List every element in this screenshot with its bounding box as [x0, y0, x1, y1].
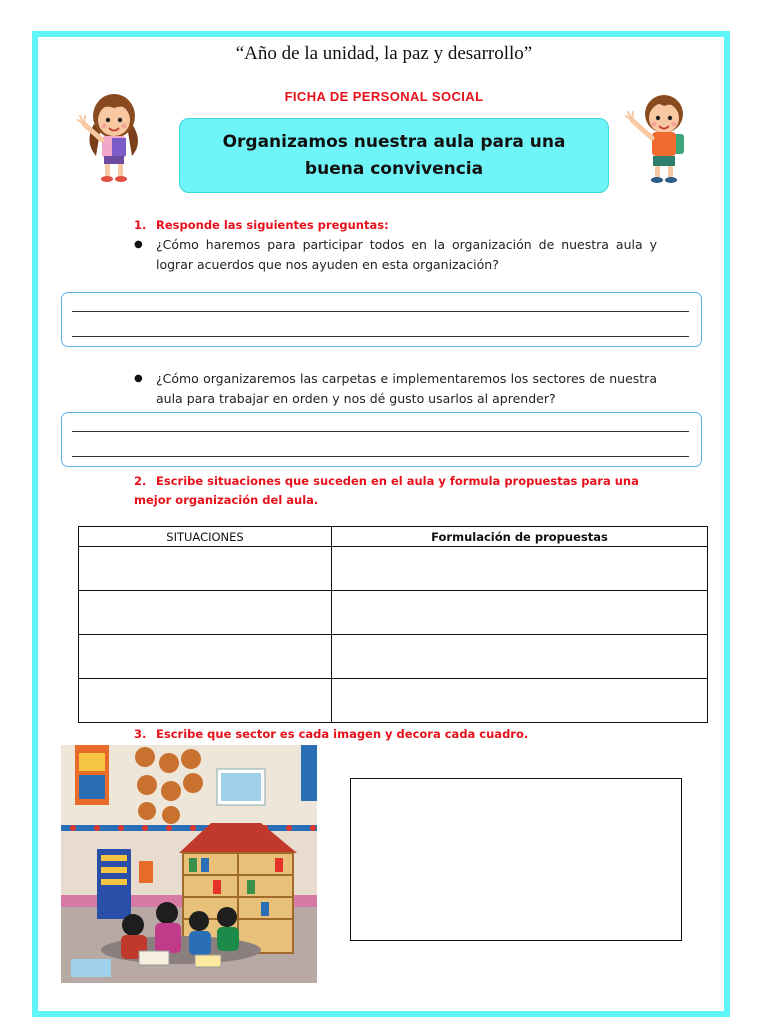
table-cell[interactable]: [79, 679, 332, 723]
answer-box-b[interactable]: [61, 412, 702, 467]
answer-box-a[interactable]: [61, 292, 702, 347]
table-row: [79, 635, 708, 679]
answer-line: [72, 431, 689, 432]
classroom-library-photo: [61, 745, 317, 983]
section-2-text: Escribe situaciones que suceden en el aula y formula propuestas para una mejor organización del aula.: [134, 474, 639, 507]
section-2-heading: [134, 472, 644, 510]
section-1-heading: [134, 218, 389, 232]
drawing-box[interactable]: [350, 778, 682, 941]
section-2-number: 2.: [134, 474, 147, 488]
table-cell[interactable]: [332, 635, 708, 679]
table-cell[interactable]: [79, 635, 332, 679]
table-cell[interactable]: [332, 679, 708, 723]
bullet-icon: ●: [134, 373, 143, 384]
question-b: ¿Cómo organizaremos las carpetas e implementaremos los sectores de nuestra aula para trabajar en orden y nos dé gusto usarlos al aprender?: [156, 371, 657, 406]
worksheet-type: FICHA DE PERSONAL SOCIAL: [284, 89, 484, 104]
table-cell[interactable]: [332, 591, 708, 635]
table-header-situaciones: SITUACIONES: [79, 527, 332, 547]
section-1-text: Responde las siguientes preguntas:: [156, 218, 389, 232]
main-title-box: [179, 118, 609, 193]
table-cell[interactable]: [79, 547, 332, 591]
question-a: ¿Cómo haremos para participar todos en la organización de nuestra aula y lograr acuerdos que nos ayuden en esta organización?: [156, 237, 657, 272]
section-1-number: 1.: [134, 218, 147, 232]
table-row: [79, 679, 708, 723]
main-title: Organizamos nuestra aula para una buena convivencia: [222, 131, 566, 179]
answer-line: [72, 311, 689, 312]
answer-line: [72, 336, 689, 337]
section-3-heading: [134, 727, 528, 741]
table-row: [79, 547, 708, 591]
table-cell[interactable]: [79, 591, 332, 635]
bullet-icon: ●: [134, 239, 143, 250]
table-header-propuestas: Formulación de propuestas: [332, 527, 708, 547]
boy-student-icon: [618, 84, 698, 186]
table-cell[interactable]: [332, 547, 708, 591]
motto: “Año de la unidad, la paz y desarrollo”: [235, 43, 533, 64]
table-row: [79, 591, 708, 635]
girl-student-icon: [74, 84, 154, 184]
section-3-text: Escribe que sector es cada imagen y decora cada cuadro.: [156, 727, 529, 741]
situations-table: [78, 526, 708, 723]
section-3-number: 3.: [134, 727, 147, 741]
answer-line: [72, 456, 689, 457]
